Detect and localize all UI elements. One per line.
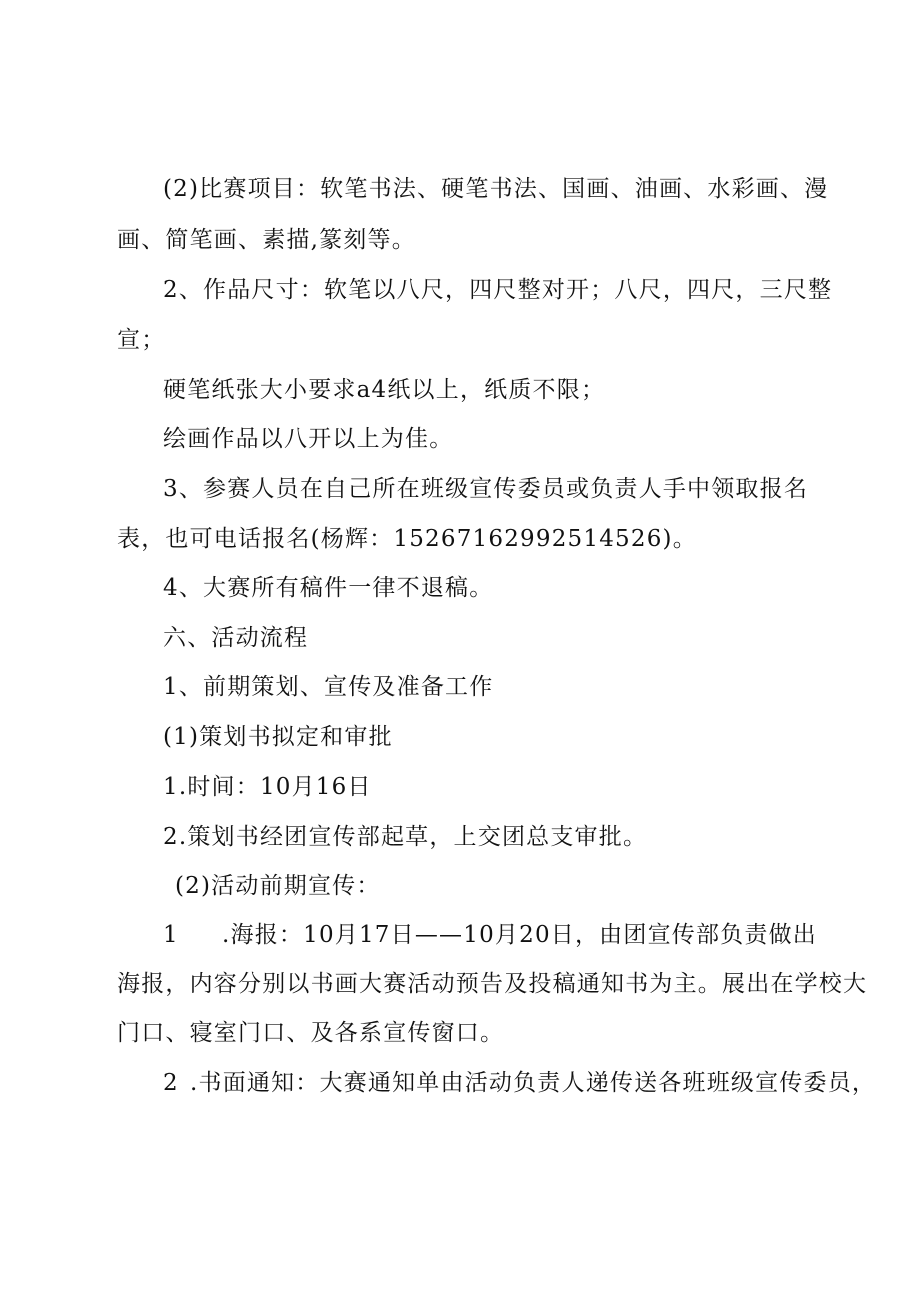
- paragraph-line: 2.策划书经团宣传部起草，上交团总支审批。: [163, 824, 648, 850]
- list-number: 2: [163, 1070, 179, 1096]
- paragraph-line: (2)比赛项目：软笔书法、硬笔书法、国画、油画、水彩画、漫: [163, 176, 829, 202]
- paragraph-line: (2)活动前期宣传：: [175, 873, 381, 899]
- paragraph-line: 4、大赛所有稿件一律不退稿。: [163, 575, 494, 601]
- paragraph-line: 海报，内容分别以书画大赛活动预告及投稿通知书为主。展出在学校大: [117, 971, 868, 997]
- paragraph-line: 门口、寝室门口、及各系宣传窗口。: [117, 1020, 505, 1046]
- paragraph-line: 画、简笔画、素描,篆刻等。: [117, 227, 416, 253]
- paragraph-line: 3、参赛人员在自己所在班级宣传委员或负责人手中领取报名: [163, 476, 809, 502]
- paragraph-line: 宣；: [117, 327, 166, 353]
- paragraph-line: 2、作品尺寸：软笔以八尺，四尺整对开；八尺，四尺，三尺整: [163, 277, 833, 303]
- paragraph-line: .海报：10月17日——10月20日，由团宣传部负责做出: [222, 922, 817, 948]
- paragraph-line: 1、前期策划、宣传及准备工作: [163, 674, 494, 700]
- list-number: 1: [163, 922, 179, 948]
- paragraph-line: (1)策划书拟定和审批: [163, 724, 393, 750]
- section-heading: 六、活动流程: [163, 625, 309, 651]
- paragraph-line: 表，也可电话报名(杨辉：15267162992514526)。: [117, 526, 697, 552]
- paragraph-line: 1.时间：10月16日: [163, 774, 372, 800]
- paragraph-line: .书面通知：大赛通知单由活动负责人递传送各班班级宣传委员，: [190, 1070, 877, 1096]
- paragraph-line: 硬笔纸张大小要求a4纸以上，纸质不限；: [163, 377, 606, 403]
- paragraph-line: 绘画作品以八开以上为佳。: [163, 426, 454, 452]
